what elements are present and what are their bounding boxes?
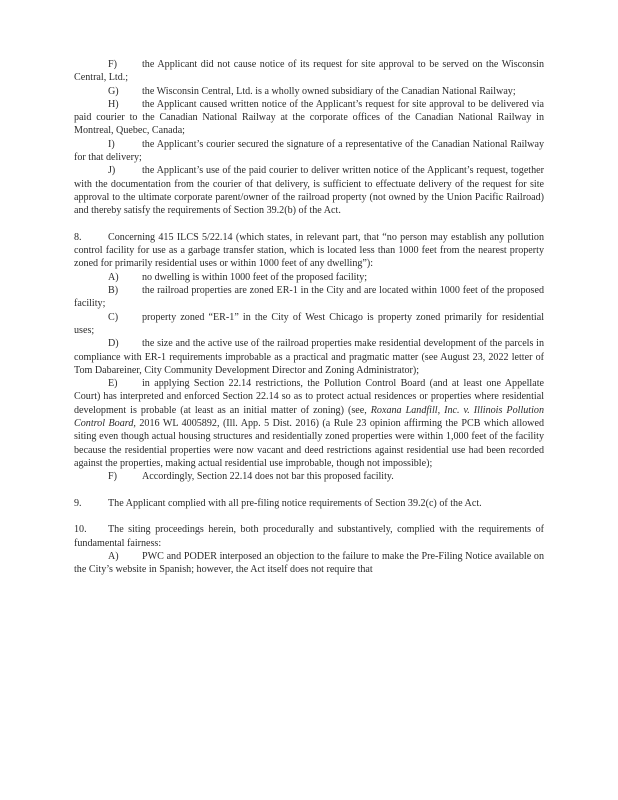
section-9: [74, 497, 544, 510]
list-label: G): [108, 85, 119, 97]
list-label: A): [108, 550, 119, 562]
paragraph-gap: [74, 218, 544, 231]
list-text: the Applicant’s use of the paid courier to deliver written notice of the Applicant’s request, together with the documentation from the courier of that delivery, is sufficient to effectuate delivery of the request for site approval to the ultimate corporate parent/owner of the railroad property (not owned by the Union Pacific Railroad) and thereby satisfy the requirements of Section 39.2(b) of the Act.: [74, 165, 544, 217]
list-label: I): [108, 138, 115, 150]
section-8-item-c: [74, 311, 544, 338]
list-text-continued: 2016 WL 4005892, (Ill. App. 5 Dist. 2016) (a Rule 23 opinion affirming the PCB which allowed siting even though actual housing structures and residentially zoned properties were within 1,000 feet of the facility because the residential properties were now vacant and deed restrictions against residential use had been recorded against the properties, making actual residential use improbable, though not impossible);: [74, 418, 544, 469]
list-text: Accordingly, Section 22.14 does not bar this proposed facility.: [142, 471, 394, 483]
list-item-i: [74, 138, 544, 165]
list-label: D): [108, 338, 119, 350]
section-number: 8.: [74, 231, 82, 243]
list-label: E): [108, 378, 118, 390]
list-item-g: [74, 85, 544, 98]
list-text: no dwelling is within 1000 feet of the proposed facility;: [142, 271, 368, 283]
section-text: The siting proceedings herein, both procedurally and substantively, complied with the requirements of fundamental fairness:: [74, 524, 544, 549]
list-label: F): [108, 59, 117, 70]
list-label: A): [108, 271, 119, 283]
section-8-item-e: [74, 377, 544, 470]
section-text: Concerning 415 ILCS 5/22.14 (which states, in relevant part, that “no person may establish any pollution control facility for use as a garbage transfer station, which is located less than 1000 feet from the nearest property zoned for primarily residential uses or within 1000 feet of any dwelling”):: [74, 231, 544, 270]
list-item-f: [74, 58, 544, 85]
list-text: property zoned “ER-1” in the City of West Chicago is property zoned primarily for residential uses;: [74, 311, 544, 336]
section-8-item-d: [74, 337, 544, 377]
section-number: 9.: [74, 497, 82, 509]
section-8-item-f: [74, 470, 544, 483]
section-8-item-a: [74, 271, 544, 284]
list-text: PWC and PODER interposed an objection to the failure to make the Pre-Filing Notice available on the City’s website in Spanish; however, the Act itself does not require that: [74, 550, 544, 576]
section-text: The Applicant complied with all pre-filing notice requirements of Section 39.2(c) of the Act.: [108, 497, 482, 509]
section-10-item-a: [74, 550, 544, 577]
section-8-item-b: [74, 284, 544, 311]
case-citation: Roxana Landfill, Inc. v. Illinois Pollution Control Board,: [74, 404, 544, 430]
paragraph-gap: [74, 484, 544, 497]
list-text: in applying Section 22.14 restrictions, the Pollution Control Board (and at least one Appellate Court) has interpreted and enforced Section 22.14 so as to protect actual residences or properties where residential development is probable (at least as an initial matter of zoning) (see,: [74, 378, 544, 416]
list-text: the Applicant caused written notice of the Applicant’s request for site approval to be delivered via paid courier to the Canadian National Railway at the corporate offices of the Canadian National Railway in Montreal, Quebec, Canada;: [74, 98, 544, 137]
list-text: the Wisconsin Central, Ltd. is a wholly owned subsidiary of the Canadian National Railway;: [142, 85, 516, 97]
paragraph-gap: [74, 510, 544, 523]
list-text: the Applicant did not cause notice of its request for site approval to be served on the Wisconsin Central, Ltd.;: [74, 59, 544, 84]
list-label: F): [108, 471, 117, 483]
section-10-intro: [74, 523, 544, 550]
section-8-intro: [74, 231, 544, 271]
list-label: C): [108, 311, 119, 323]
document-body: [74, 58, 544, 577]
list-label: J): [108, 165, 116, 177]
list-label: B): [108, 285, 119, 297]
list-label: H): [108, 98, 119, 110]
list-item-j: [74, 164, 544, 217]
list-item-h: [74, 98, 544, 138]
list-text: the size and the active use of the railroad properties make residential development of the parcels in compliance with ER-1 requirements improbable as a practical and pragmatic matter (see August 23, 2022 letter of Tom Dabareiner, City Community Development Director and Zoning Administrator);: [74, 338, 544, 376]
section-number: 10.: [74, 524, 87, 536]
list-text: the Applicant’s courier secured the signature of a representative of the Canadian National Railway for that delivery;: [74, 138, 544, 164]
list-text: the railroad properties are zoned ER-1 in the City and are located within 1000 feet of the proposed facility;: [74, 285, 544, 310]
